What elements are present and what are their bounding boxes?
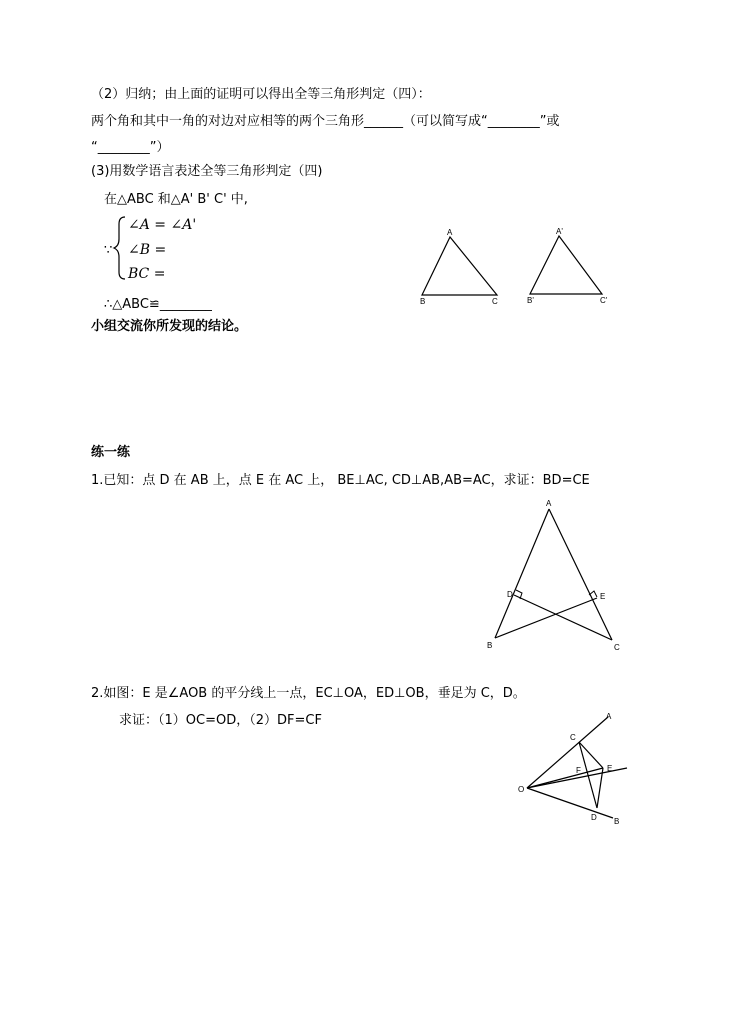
fig1-label-d: D <box>507 590 513 599</box>
problem-1: 1.已知：点 D 在 AB 上，点 E 在 AC 上， BE⊥AC, CD⊥AB,AB=AC，求证：BD=CE <box>91 473 590 488</box>
triangle-a-prime-b-prime-c-prime <box>530 236 602 294</box>
condition-side-bc: BC = <box>128 266 166 282</box>
figure-2 <box>518 712 627 826</box>
part3-heading: (3)用数学语言表述全等三角形判定（四) <box>91 164 323 179</box>
fig1-label-b: B <box>487 641 493 650</box>
figure-1 <box>487 499 620 652</box>
part2-line3: “________”） <box>91 140 170 155</box>
system-brace <box>114 217 125 279</box>
part3-given: 在△ABC 和△A' B' C' 中, <box>104 192 248 207</box>
condition-angle-a: ∠A = ∠A' <box>128 217 197 233</box>
fig2-label-c: C <box>570 733 576 742</box>
tri1-label-b: B <box>420 297 426 306</box>
part3-conclusion: ∴△ABC≌________ <box>104 297 212 312</box>
fig1-label-e: E <box>600 592 606 601</box>
fig1-label-a: A <box>546 499 552 508</box>
fig2-label-d: D <box>591 813 597 822</box>
triangle-abc <box>422 237 497 295</box>
problem-2-line2: 求证：（1）OC=OD，（2）DF=CF <box>119 713 322 728</box>
fig2-label-f: F <box>576 766 581 775</box>
fig2-label-o: O <box>518 785 525 794</box>
tri1-label-a: A <box>447 228 453 237</box>
part2-line1: （2）归纳；由上面的证明可以得出全等三角形判定（四）： <box>91 87 431 102</box>
problem-2-line1: 2.如图：E 是∠AOB 的平分线上一点，EC⊥OA，ED⊥OB，垂足为 C，D。 <box>91 686 526 701</box>
practice-title: 练一练 <box>91 445 131 460</box>
discussion-prompt: 小组交流你所发现的结论。 <box>91 319 248 334</box>
because-symbol: ∵ <box>104 243 113 258</box>
fig2-label-e: E <box>607 764 613 773</box>
tri2-label-c: C' <box>600 296 608 305</box>
fig1-label-c: C <box>614 643 620 652</box>
condition-angle-b: ∠B = <box>128 242 167 258</box>
tri2-label-a: A' <box>556 227 563 236</box>
tri2-label-b: B' <box>527 296 534 305</box>
fig2-label-a: A <box>606 712 612 721</box>
fig2-label-b: B <box>614 817 620 826</box>
part2-line2: 两个角和其中一角的对边对应相等的两个三角形______（可以简写成“________”或 <box>91 114 560 129</box>
tri1-label-c: C <box>492 297 498 306</box>
